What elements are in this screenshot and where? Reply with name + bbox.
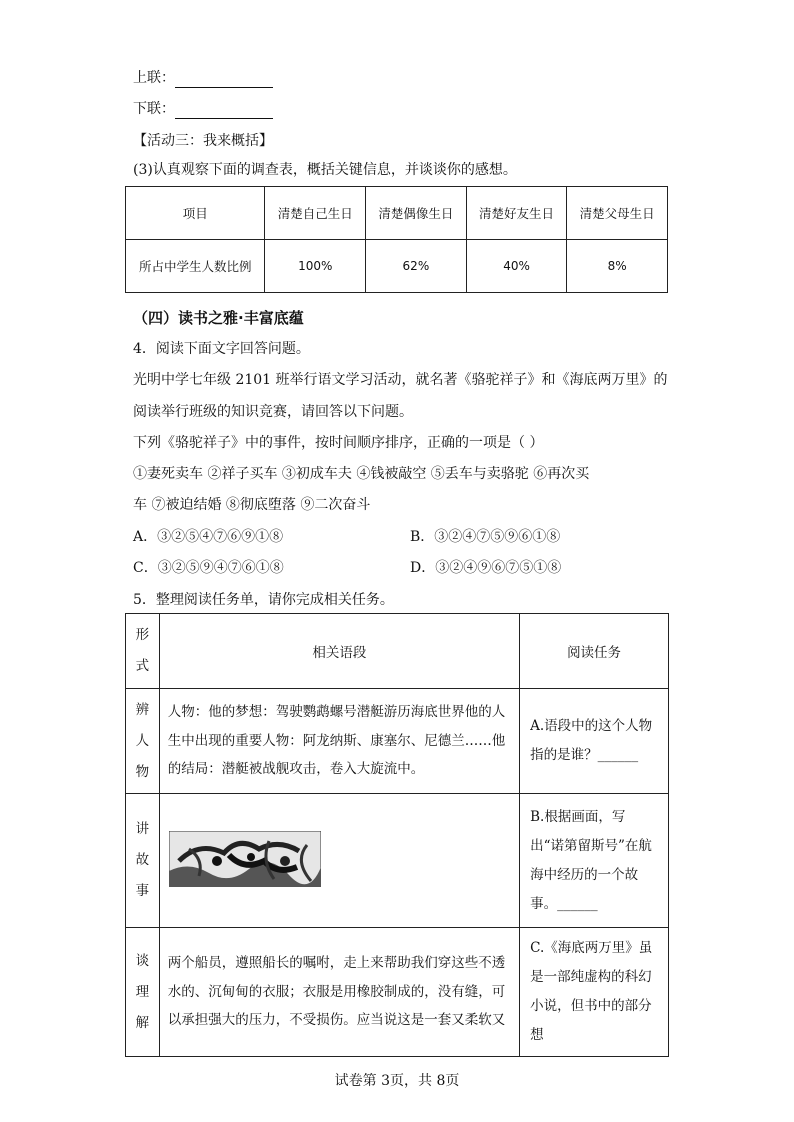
survey-value: 62% xyxy=(366,240,467,293)
events-line: ①妻死卖车 ②祥子买车 ③初成车夫 ④钱被敲空 ⑤丢车与卖骆驼 ⑥再次买 xyxy=(133,466,590,482)
task-row-identify xyxy=(126,689,669,794)
option-c[interactable]: C．③②⑤⑨④⑦⑥①⑧ xyxy=(133,560,284,576)
task-header-row xyxy=(126,614,669,689)
shanglian-line xyxy=(133,68,273,88)
form-char: 谈 xyxy=(135,952,150,969)
option-b[interactable]: B．③②④⑦⑤⑨⑥①⑧ xyxy=(410,529,561,545)
page-footer: 试卷第 3页，共 8页 xyxy=(334,1073,460,1089)
xialian-blank[interactable] xyxy=(175,103,273,119)
row-passage-cell: 人物：他的梦想：驾驶鹦鹉螺号潜艇游历海底世界他的人生中出现的重要人物：阿龙纳斯、康塞尔、尼德兰……他的结局：潜艇被战舰攻击，卷入大旋流中。 xyxy=(159,689,519,794)
row-form-cell xyxy=(126,689,160,794)
header-form-char: 形 xyxy=(135,627,150,643)
option-a[interactable]: A．③②⑤④⑦⑥⑨①⑧ xyxy=(133,529,284,545)
survey-header-cell: 清楚自己生日 xyxy=(265,187,366,240)
row-task-cell[interactable]: B.根据画面，写出“诺第留斯号”在航海中经历的一个故事。______ xyxy=(520,794,669,928)
shanglian-label: 上联： xyxy=(133,70,175,86)
header-form-cell xyxy=(126,614,160,689)
form-char: 事 xyxy=(135,883,150,899)
survey-header-row xyxy=(126,187,668,240)
form-char: 辨 xyxy=(135,701,150,718)
task-row-story xyxy=(126,794,669,928)
row-form-cell xyxy=(126,928,160,1057)
survey-header-cell: 清楚偶像生日 xyxy=(366,187,467,240)
row-passage-cell xyxy=(159,794,519,928)
survey-value: 100% xyxy=(265,240,366,293)
survey-header-cell: 清楚好友生日 xyxy=(466,187,567,240)
paragraph-line: 下列《骆驼祥子》中的事件，按时间顺序排序，正确的一项是（ ） xyxy=(133,435,544,451)
events-line: 车 ⑦被迫结婚 ⑧彻底堕落 ⑨二次奋斗 xyxy=(133,497,371,513)
header-form-char: 式 xyxy=(135,658,150,674)
form-char: 讲 xyxy=(135,821,150,837)
xialian-label: 下联： xyxy=(133,101,175,117)
xialian-line xyxy=(133,99,273,119)
row-task-cell[interactable]: A.语段中的这个人物指的是谁？______ xyxy=(520,689,669,794)
survey-header-cell: 清楚父母生日 xyxy=(567,187,668,240)
form-char: 解 xyxy=(135,1014,150,1031)
form-char: 物 xyxy=(135,763,150,780)
header-task-cell: 阅读任务 xyxy=(520,614,669,689)
row-form-cell xyxy=(126,794,160,928)
sea-monster-illustration xyxy=(169,831,321,887)
form-char: 人 xyxy=(135,732,150,749)
reading-task-table xyxy=(125,613,669,1057)
paragraph-line: 阅读举行班级的知识竞赛，请回答以下问题。 xyxy=(133,404,413,420)
row-passage-cell: 两个船员，遵照船长的嘱咐，走上来帮助我们穿这些不透水的、沉甸甸的衣服；衣服是用橡胶制成的，没有缝，可以承担强大的压力，不受损伤。应当说这是一套又柔软又 xyxy=(159,928,519,1057)
survey-value: 8% xyxy=(567,240,668,293)
question-5: 5．整理阅读任务单，请你完成相关任务。 xyxy=(133,592,394,608)
row-task-cell[interactable]: C.《海底两万里》虽是一部纯虚构的科幻小说，但书中的部分想 xyxy=(520,928,669,1057)
paragraph-line: 光明中学七年级 2101 班举行语文学习活动，就名著《骆驼祥子》和《海底两万里》的 xyxy=(133,372,668,388)
survey-header-cell: 项目 xyxy=(126,187,265,240)
section-4-heading: （四）读书之雅·丰富底蕴 xyxy=(133,309,304,327)
survey-value: 40% xyxy=(466,240,567,293)
form-char: 理 xyxy=(135,983,150,1000)
activity3-heading: 【活动三：我来概括】 xyxy=(133,133,273,149)
survey-table xyxy=(125,186,668,293)
survey-row-label: 所占中学生人数比例 xyxy=(126,240,265,293)
question-4: 4．阅读下面文字回答问题。 xyxy=(133,341,310,357)
option-d[interactable]: D．③②④⑨⑥⑦⑤①⑧ xyxy=(410,560,562,576)
shanglian-blank[interactable] xyxy=(175,72,273,88)
task-row-understand xyxy=(126,928,669,1057)
question-3: (3)认真观察下面的调查表，概括关键信息，并谈谈你的感想。 xyxy=(133,162,517,178)
survey-data-row xyxy=(126,240,668,293)
header-passage-cell: 相关语段 xyxy=(159,614,519,689)
form-char: 故 xyxy=(135,852,150,868)
